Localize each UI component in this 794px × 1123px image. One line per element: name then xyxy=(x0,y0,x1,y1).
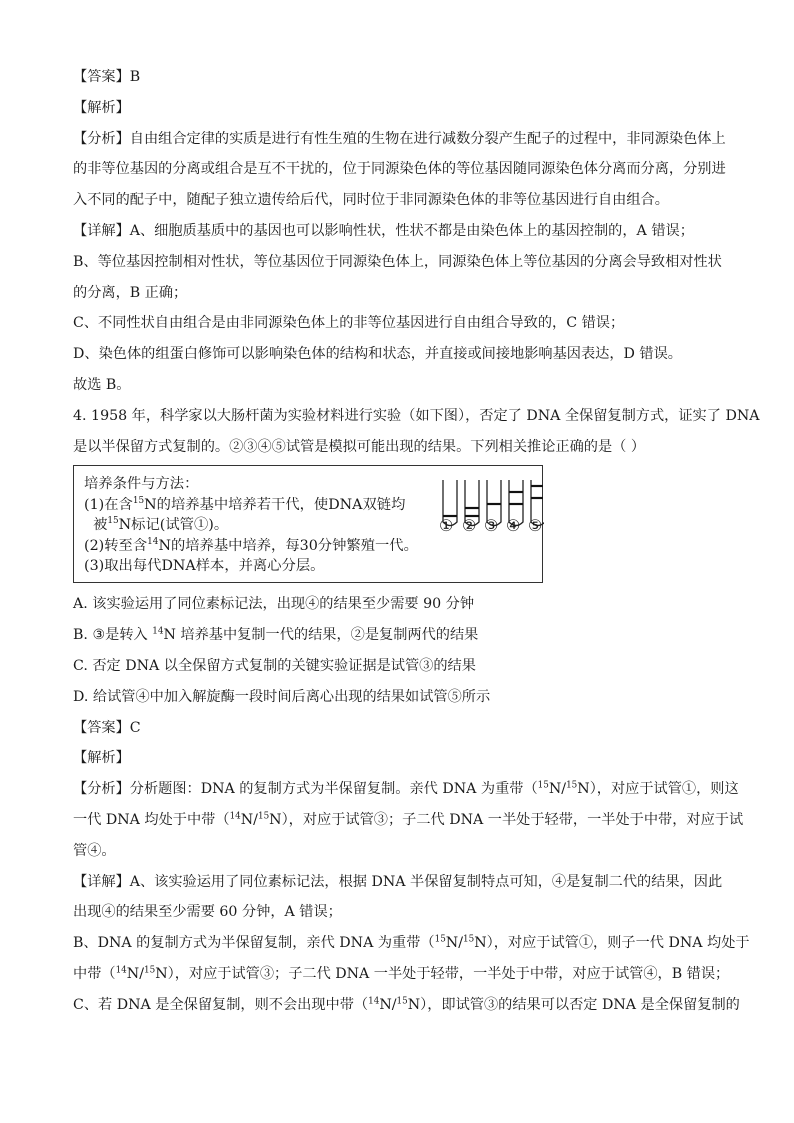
text-line: 故选 B。 xyxy=(73,376,131,393)
text-line: 的非等位基因的分离或组合是互不干扰的，位于同源染色体的等位基因随同源染色体分离而分离，分别进 xyxy=(73,161,726,178)
analysis-paragraph-q4 xyxy=(73,774,744,866)
text-line: 一代 DNA 均处于中带（$^{14}$N/$^{15}$N），对应于试管③；子二代 DNA 一半处于轻带，一半处于中带，对应于试 xyxy=(73,811,744,828)
tube-label-1: ① xyxy=(439,516,454,536)
text-line: D、染色体的组蛋白修饰可以影响染色体的结构和状态，并直接或间接地影响基因表达，D 错误。 xyxy=(73,346,682,363)
detail-paragraph-q4 xyxy=(73,867,750,1021)
method-step-1: (1)在含$^{15}$N的培养基中培养若干代，使DNA双链均 xyxy=(84,496,406,513)
text-line: C、不同性状自由组合是由非同源染色体上的非等位基因进行自由组合导致的，C 错误； xyxy=(73,315,625,332)
answer-line-q3: 【答案】B xyxy=(73,69,141,85)
text-line: 【分析】自由组合定律的实质是进行有性生殖的生物在进行减数分裂产生配子的过程中，非同源染色体上 xyxy=(73,130,726,147)
tube-labels xyxy=(440,516,550,538)
tube-label-5: ⑤ xyxy=(528,516,543,536)
experiment-method-text xyxy=(84,474,418,576)
question-4-stem xyxy=(73,401,760,463)
text-line: 【详解】A、该实验运用了同位素标记法，根据 DNA 半保留复制特点可知，④是复制二代的结果，因此 xyxy=(73,873,723,890)
answer-line-q4: 【答案】C xyxy=(73,719,141,736)
tube-label-3: ③ xyxy=(484,516,499,536)
option-d: D. 给试管④中加入解旋酶一段时间后离心出现的结果如试管⑤所示 xyxy=(73,688,491,705)
text-line: 是以半保留方式复制的。②③④⑤试管是模拟可能出现的结果。下列相关推论正确的是（ ） xyxy=(73,438,646,455)
text-line: C、若 DNA 是全保留复制，则不会出现中带（$^{14}$N/$^{15}$N），即试管③的结果可以否定 DNA 是全保留复制的 xyxy=(73,995,740,1013)
text-line: B、DNA 的复制方式为半保留复制，亲代 DNA 为重带（$^{15}$N/$^{15}$N），对应于试管①，则子一代 DNA 均处于 xyxy=(73,934,750,952)
tube-label-2: ② xyxy=(462,516,477,536)
experiment-figure xyxy=(73,465,543,583)
option-c: C. 否定 DNA 以全保留方式复制的关键实验证据是试管③的结果 xyxy=(73,657,476,674)
method-step-3: (3)取出每代DNA样本，并离心分层。 xyxy=(84,557,325,574)
method-step-1-cont: 被$^{15}$N标记(试管①)。 xyxy=(93,516,229,534)
method-step-2: (2)转至含$^{14}$N的培养基中培养，每30分钟繁殖一代。 xyxy=(84,536,418,554)
text-line: 4. 1958 年，科学家以大肠杆菌为实验材料进行实验（如下图），否定了 DNA 全保留复制方式，证实了 DNA xyxy=(73,407,760,424)
text-line: 出现④的结果至少需要 60 分钟，A 错误； xyxy=(73,904,342,921)
option-b: B. ③是转入 $^{14}$N 培养基中复制一代的结果，②是复制两代的结果 xyxy=(73,626,479,644)
text-line: B、等位基因控制相对性状，等位基因位于同源染色体上，同源染色体上等位基因的分离会导致相对性状 xyxy=(73,253,722,270)
text-line: 中带（$^{14}$N/$^{15}$N），对应于试管③；子二代 DNA 一半处于轻带，一半处于中带，对应于试管④，B 错误； xyxy=(73,965,730,982)
tube-label-4: ④ xyxy=(506,516,521,536)
method-title: 培养条件与方法： xyxy=(84,476,199,493)
detail-paragraph-q3 xyxy=(73,216,723,401)
analysis-heading-q3: 【解析】 xyxy=(73,99,130,116)
text-line: 【详解】A、细胞质基质中的基因也可以影响性状，性状不都是由染色体上的基因控制的，A 错误； xyxy=(73,222,694,239)
option-a: A. 该实验运用了同位素标记法，出现④的结果至少需要 90 分钟 xyxy=(73,596,475,613)
document-page xyxy=(73,62,760,1021)
analysis-heading-q4: 【解析】 xyxy=(73,750,130,767)
analysis-paragraph-q3 xyxy=(73,124,726,216)
text-line: 入不同的配子中，随配子独立遗传给后代，同时位于非同源染色体的非等位基因进行自由组合。 xyxy=(73,192,669,209)
question-4-options xyxy=(73,589,723,712)
text-line: 【分析】分析题图：DNA 的复制方式为半保留复制。亲代 DNA 为重带（$^{15}$N/$^{15}$N），对应于试管①，则这 xyxy=(73,780,739,798)
text-line: 的分离，B 正确； xyxy=(73,284,188,301)
text-line: 管④。 xyxy=(73,842,116,859)
